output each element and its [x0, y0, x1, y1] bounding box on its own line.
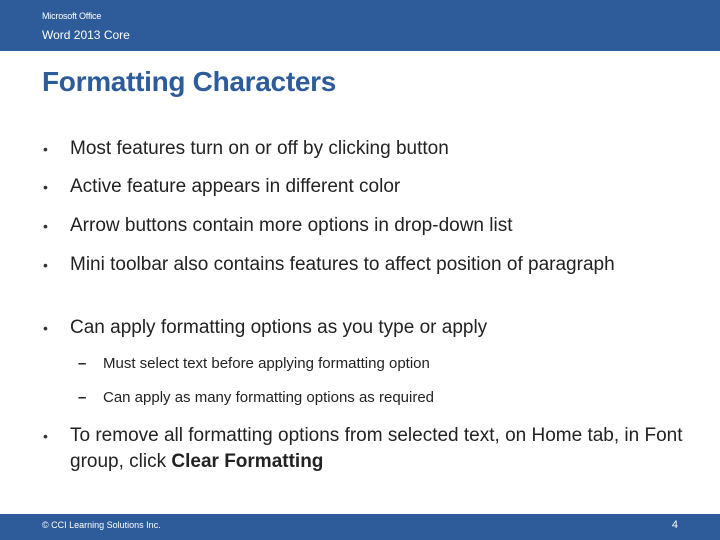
page-number: 4: [671, 519, 678, 531]
bullet-item: [43, 136, 690, 162]
slide-title: Formatting Characters: [42, 66, 336, 97]
sub-bullet-dash: –: [78, 355, 87, 372]
bullet-dot: •: [43, 320, 48, 336]
bullet-text: Mini toolbar also contains features to affect position of paragraph: [70, 254, 615, 275]
bullet-item: [43, 423, 685, 475]
bullet-dot: •: [43, 257, 48, 273]
footer-bar: [0, 514, 720, 540]
bullet-text: To remove all formatting options from selected text, on Home tab, in Font group, click: [70, 425, 683, 472]
bullet-dot: •: [43, 141, 48, 157]
bullet-item: [43, 213, 690, 239]
brand-label: Microsoft Office: [42, 11, 102, 21]
bullet-dot: •: [43, 179, 48, 195]
bullet-text: Can apply formatting options as you type or apply: [70, 317, 488, 338]
bullet-text: Most features turn on or off by clicking button: [70, 138, 449, 159]
sub-bullet-item: [78, 354, 683, 374]
header-bar: [0, 0, 720, 51]
bullet-text: Arrow buttons contain more options in drop-down list: [70, 215, 513, 236]
clear-formatting-emphasis: Clear Formatting: [171, 451, 324, 472]
bullet-item: [43, 252, 630, 278]
bullet-dot: •: [43, 428, 48, 444]
bullet-item: [43, 174, 690, 200]
sub-bullet-text: Must select text before applying formatting option: [103, 355, 430, 372]
bullet-dot: •: [43, 218, 48, 234]
bullet-item: [43, 315, 690, 341]
sub-bullet-text: Can apply as many formatting options as required: [103, 389, 435, 406]
sub-bullet-item: [78, 388, 683, 408]
bullet-text: Active feature appears in different color: [70, 176, 401, 197]
copyright-text: © CCI Learning Solutions Inc.: [42, 520, 161, 530]
course-label: Word 2013 Core: [42, 28, 130, 42]
sub-bullet-dash: –: [78, 389, 87, 406]
